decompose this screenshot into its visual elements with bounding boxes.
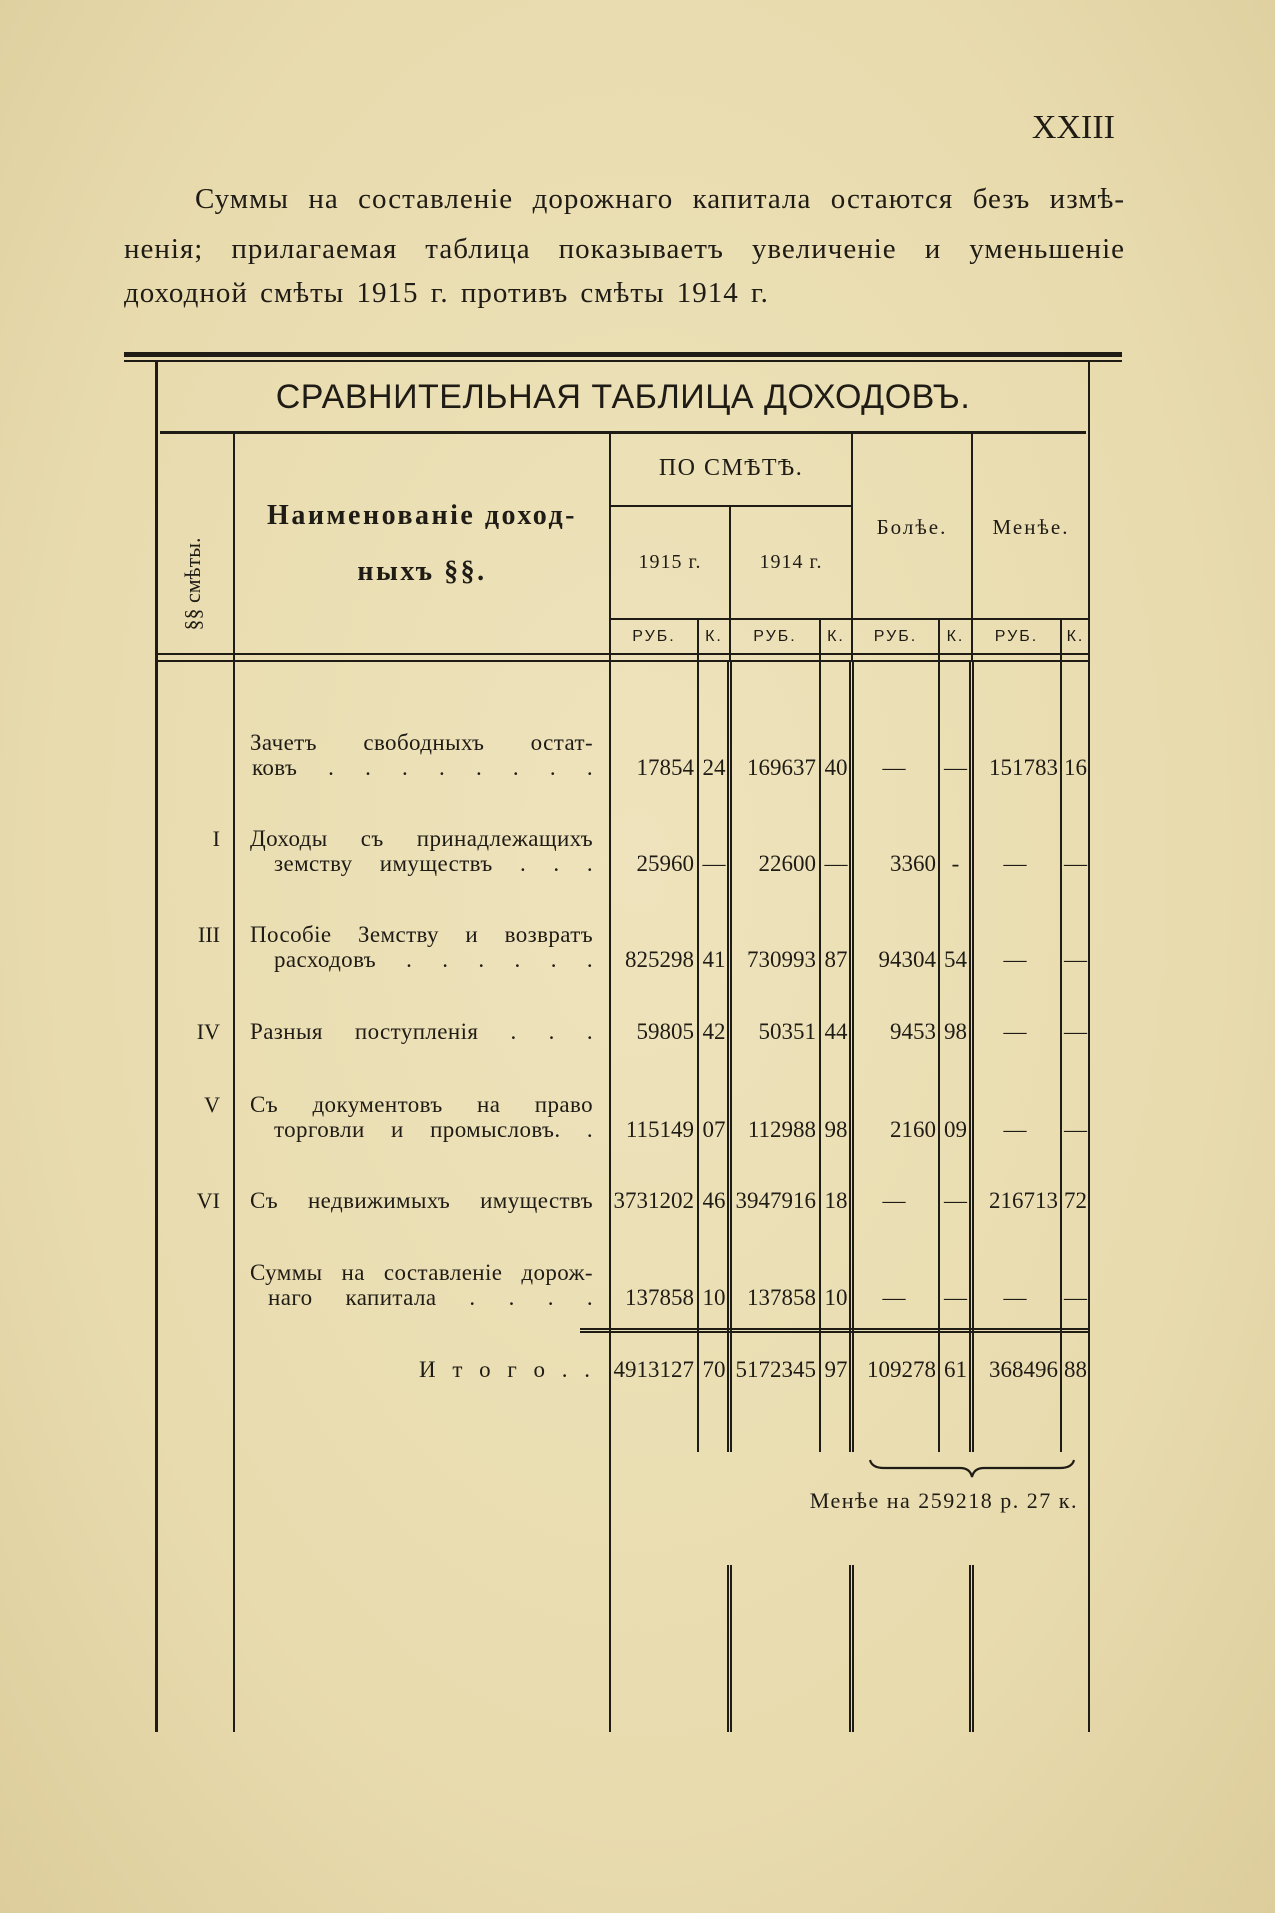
total-1914-kop: 97 xyxy=(824,1357,848,1382)
header-kop: К. xyxy=(705,628,723,645)
intro-paragraph-line: Суммы на составленіе дорожнаго капитала остаются безъ измѣ- xyxy=(195,183,1125,215)
header-year-1915: 1915 г. xyxy=(638,551,702,573)
difference-less-kop: — xyxy=(1064,1285,1087,1310)
row-name: Съ документовъ на право xyxy=(250,1092,593,1117)
header-name-column: Наименованіе доход- xyxy=(267,500,577,531)
unit-row-rule xyxy=(610,618,1090,620)
row-name: Суммы на составленіе дорож- xyxy=(250,1260,593,1285)
amount-1915-rub: 25960 xyxy=(636,851,694,876)
header-more: Болѣе. xyxy=(876,515,948,539)
header-kop: К. xyxy=(827,628,845,645)
row-name: Съ недвижимыхъ имуществъ xyxy=(250,1188,593,1213)
row-name: Пособіе Земству и возвратъ xyxy=(250,922,593,947)
difference-more-kop: 98 xyxy=(944,1019,967,1044)
amount-1915-rub: 3731202 xyxy=(613,1188,694,1213)
difference-more-rub: 3360 xyxy=(890,851,936,876)
table-row xyxy=(0,1092,1275,1142)
amount-1915-rub: 137858 xyxy=(625,1285,694,1310)
amount-1915-rub: 17854 xyxy=(636,755,694,780)
column-divider-lower xyxy=(727,1565,732,1732)
difference-more-kop: — xyxy=(944,755,967,780)
estimate-group-rule xyxy=(610,505,852,507)
amount-1915-kop: 07 xyxy=(702,1117,726,1142)
amount-1915-kop: 24 xyxy=(702,755,726,780)
difference-more-kop: — xyxy=(944,1188,967,1213)
table-row xyxy=(0,730,1275,780)
amount-1915-kop: 10 xyxy=(702,1285,726,1310)
amount-1914-kop: 10 xyxy=(824,1285,848,1310)
amount-1914-rub: 112988 xyxy=(747,1117,816,1142)
row-name: земству имуществъ . . . xyxy=(274,851,593,876)
amount-1914-kop: 98 xyxy=(824,1117,848,1142)
amount-1914-kop: — xyxy=(824,851,848,876)
amount-1914-kop: 18 xyxy=(824,1188,848,1213)
total-more-rub: 109278 xyxy=(867,1357,936,1382)
header-less: Менѣе. xyxy=(992,515,1070,539)
difference-less-kop: — xyxy=(1064,851,1087,876)
total-more-kop: 61 xyxy=(944,1357,967,1382)
amount-1914-kop: 44 xyxy=(824,1019,848,1044)
difference-less-rub: — xyxy=(1003,1117,1027,1142)
header-section-column: §§ смѣты. xyxy=(180,537,205,631)
amount-1915-rub: 115149 xyxy=(625,1117,694,1142)
total-less-rub: 368496 xyxy=(989,1357,1058,1382)
amount-1915-kop: 42 xyxy=(702,1019,726,1044)
header-rub: РУБ. xyxy=(753,628,797,645)
amount-1914-rub: 137858 xyxy=(747,1285,816,1310)
difference-less-kop: — xyxy=(1064,1019,1087,1044)
amount-1914-rub: 169637 xyxy=(747,755,816,780)
difference-more-kop: - xyxy=(951,851,960,876)
amount-1915-rub: 825298 xyxy=(625,947,694,972)
table-row xyxy=(0,1260,1275,1310)
header-kop: К. xyxy=(1066,628,1085,645)
total-less-kop: 88 xyxy=(1064,1357,1087,1382)
amount-1915-kop: 46 xyxy=(702,1188,726,1213)
row-name: наго капитала . . . . xyxy=(268,1285,593,1310)
row-section-number: V xyxy=(204,1092,220,1117)
header-bottom-rule xyxy=(156,660,1090,662)
difference-less-rub: — xyxy=(1003,1019,1027,1044)
table-top-rule xyxy=(124,352,1122,357)
header-rub: РУБ. xyxy=(632,628,676,645)
table-row xyxy=(0,1019,1275,1069)
difference-more-rub: 2160 xyxy=(890,1117,936,1142)
brace-icon xyxy=(868,1458,1076,1480)
difference-more-rub: 9453 xyxy=(890,1019,936,1044)
difference-less-kop: 72 xyxy=(1064,1188,1087,1213)
difference-less-kop: — xyxy=(1064,947,1087,972)
row-name: Зачетъ свободныхъ остат- xyxy=(250,730,593,755)
row-name: Разныя поступленія . . . xyxy=(250,1019,593,1044)
row-name: расходовъ . . . . . . xyxy=(274,947,593,972)
difference-more-rub: — xyxy=(882,1188,906,1213)
page-number: XXIII xyxy=(1031,109,1115,146)
row-section-number: I xyxy=(212,826,220,851)
difference-less-rub: — xyxy=(1003,851,1027,876)
row-section-number: VI xyxy=(196,1188,220,1213)
difference-more-kop: 09 xyxy=(944,1117,967,1142)
table-row xyxy=(0,922,1275,972)
difference-less-kop: 16 xyxy=(1064,755,1087,780)
row-section-number: IV xyxy=(196,1019,220,1044)
total-1914-rub: 5172345 xyxy=(735,1357,816,1382)
header-year-1914: 1914 г. xyxy=(759,551,823,573)
total-row xyxy=(0,1357,1275,1407)
column-divider-lower xyxy=(969,1565,974,1732)
difference-less-rub: — xyxy=(1003,947,1027,972)
row-section-number: III xyxy=(198,922,220,947)
header-name-column: ныхъ §§. xyxy=(357,556,487,587)
amount-1914-rub: 3947916 xyxy=(735,1188,816,1213)
amount-1914-rub: 730993 xyxy=(747,947,816,972)
amount-1915-kop: 41 xyxy=(702,947,726,972)
amount-1915-kop: — xyxy=(702,851,726,876)
row-name: Доходы съ принадлежащихъ xyxy=(250,826,593,851)
header-by-estimate: ПО СМѢТѢ. xyxy=(658,455,804,481)
row-name: торговли и промысловъ. . xyxy=(274,1117,593,1142)
title-bottom-rule xyxy=(160,431,1086,434)
total-rule xyxy=(580,1328,1090,1333)
amount-1914-rub: 50351 xyxy=(758,1019,816,1044)
amount-1914-kop: 87 xyxy=(824,947,848,972)
table-row xyxy=(0,1188,1275,1238)
header-rub: РУБ. xyxy=(994,628,1039,645)
difference-less-kop: — xyxy=(1064,1117,1087,1142)
row-name: ковъ . . . . . . . . xyxy=(252,755,593,780)
difference-more-kop: — xyxy=(944,1285,967,1310)
difference-summary: Менѣе на 259218 р. 27 к. xyxy=(809,1488,1078,1513)
intro-paragraph-line: ненія; прилагаемая таблица показываетъ увеличеніе и уменьшеніе xyxy=(124,233,1125,265)
header-rub: РУБ. xyxy=(873,628,918,645)
difference-less-rub: 151783 xyxy=(989,755,1058,780)
amount-1914-rub: 22600 xyxy=(758,851,816,876)
header-bottom-rule xyxy=(156,653,1090,655)
amount-1915-rub: 59805 xyxy=(636,1019,694,1044)
difference-less-rub: 216713 xyxy=(989,1188,1058,1213)
table-title: СРАВНИТЕЛЬНАЯ ТАБЛИЦА ДОХОДОВЪ. xyxy=(275,378,971,416)
total-1915-rub: 4913127 xyxy=(613,1357,694,1382)
column-divider-lower xyxy=(849,1565,854,1732)
difference-more-rub: — xyxy=(882,1285,906,1310)
column-divider xyxy=(233,434,235,1732)
total-1915-kop: 70 xyxy=(702,1357,726,1382)
total-label: И т о г о . . xyxy=(419,1357,593,1382)
intro-paragraph-line: доходной смѣты 1915 г. противъ смѣты 1914 г. xyxy=(124,277,769,309)
header-kop: К. xyxy=(946,628,965,645)
amount-1914-kop: 40 xyxy=(824,755,848,780)
difference-less-rub: — xyxy=(1003,1285,1027,1310)
table-row xyxy=(0,826,1275,876)
difference-more-kop: 54 xyxy=(944,947,967,972)
difference-more-rub: 94304 xyxy=(878,947,936,972)
difference-more-rub: — xyxy=(882,755,906,780)
table-top-rule-thin xyxy=(124,360,1122,362)
